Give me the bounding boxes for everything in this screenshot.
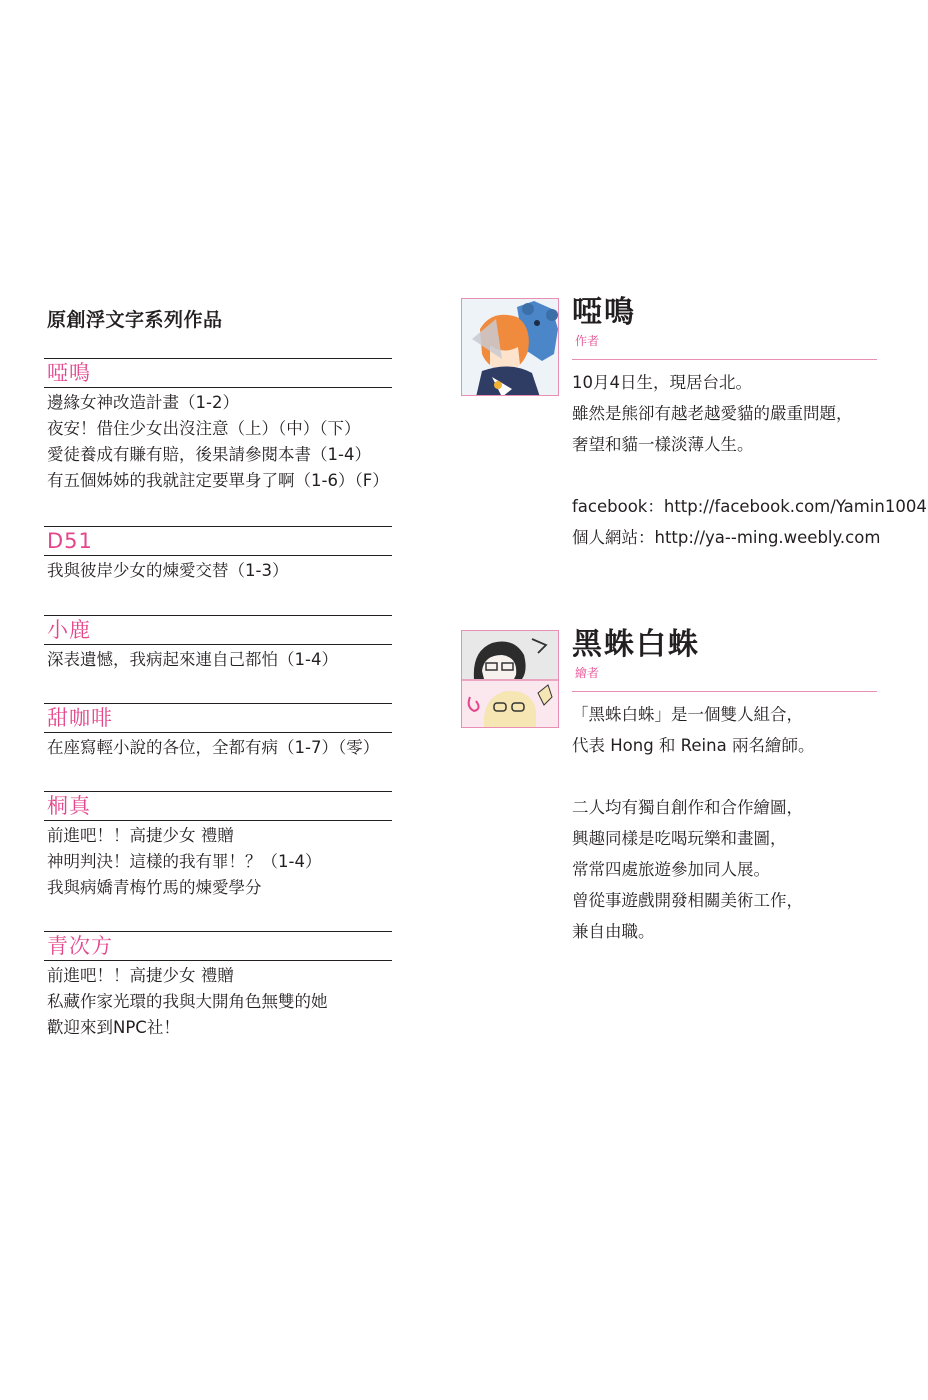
- bio-line: 「黑蛛白蛛」是一個雙人組合，: [572, 705, 803, 724]
- bio-line: 曾從事遊戲開發相關美術工作，: [572, 891, 803, 910]
- author-name: 甜咖啡: [47, 706, 113, 730]
- work-list: [44, 733, 467, 761]
- list-item: 我與病嬌青梅竹馬的煉愛學分: [47, 878, 262, 897]
- author-name: 小鹿: [47, 618, 91, 642]
- author-block-tiankafei: [44, 703, 392, 761]
- profile-name: 黑蛛白蛛: [572, 627, 700, 662]
- work-list: [44, 645, 467, 673]
- list-item: 有五個姊姊的我就註定要單身了啊（1-6）（F）: [47, 471, 389, 490]
- author-avatar: [461, 298, 559, 396]
- work-list: [44, 556, 467, 584]
- list-item: 深表遺憾，我病起來連自己都怕（1-4）: [47, 650, 338, 669]
- facebook-link[interactable]: facebook：http://facebook.com/Yamin1004: [572, 497, 927, 516]
- list-item: 我與彼岸少女的煉愛交替（1-3）: [47, 561, 289, 580]
- divider: [572, 359, 877, 360]
- series-title: 原創浮文字系列作品: [47, 309, 223, 331]
- bio-line: 興趣同樣是吃喝玩樂和畫圖，: [572, 829, 787, 848]
- profile-role: 作者: [575, 334, 600, 348]
- bio-line: 雖然是熊卻有越老越愛貓的嚴重問題，: [572, 404, 853, 423]
- list-item: 前進吧！！高捷少女 禮贈: [47, 966, 234, 985]
- list-item: 神明判決！這樣的我有罪！？（1-4）: [47, 852, 322, 871]
- author-name: D51: [47, 529, 93, 553]
- author-name: 青次方: [47, 934, 113, 958]
- profile-bio: [572, 367, 927, 553]
- bio-line: 兼自由職。: [572, 922, 655, 941]
- author-name: 啞鳴: [47, 361, 91, 385]
- work-list: [44, 961, 467, 1041]
- list-item: 在座寫輕小說的各位，全都有病（1-7）（零）: [47, 738, 380, 757]
- list-item: 邊緣女神改造計畫（1-2）: [47, 393, 239, 412]
- work-list: [44, 821, 467, 901]
- profile-name: 啞鳴: [572, 295, 636, 330]
- profile-role: 繪者: [575, 666, 600, 680]
- author-block-xiaolu: [44, 615, 392, 673]
- bio-line: 奢望和貓一樣淡薄人生。: [572, 435, 754, 454]
- list-item: 愛徒養成有賺有賠，後果請參閱本書（1-4）: [47, 445, 371, 464]
- author-block-yaming: [44, 358, 392, 494]
- profile-bio: [572, 699, 892, 947]
- divider: [572, 691, 877, 692]
- bio-line: 二人均有獨自創作和合作繪圖，: [572, 798, 803, 817]
- author-block-d51: [44, 526, 392, 584]
- author-block-tongzhen: [44, 791, 392, 901]
- work-list: [44, 388, 467, 494]
- list-item: 歡迎來到NPC社！: [47, 1018, 180, 1037]
- author-block-qingcifang: [44, 931, 392, 1041]
- list-item: 前進吧！！高捷少女 禮贈: [47, 826, 234, 845]
- bio-line: 代表 Hong 和 Reina 兩名繪師。: [572, 736, 815, 755]
- illustrator-avatar: [461, 630, 559, 728]
- author-name: 桐真: [47, 794, 91, 818]
- website-link[interactable]: 個人網站：http://ya--ming.weebly.com: [572, 528, 881, 547]
- bio-line: 常常四處旅遊參加同人展。: [572, 860, 770, 879]
- bio-line: 10月4日生，現居台北。: [572, 373, 752, 392]
- list-item: 夜安！借住少女出沒注意（上）（中）（下）: [47, 419, 361, 438]
- list-item: 私藏作家光環的我與大開角色無雙的她: [47, 992, 328, 1011]
